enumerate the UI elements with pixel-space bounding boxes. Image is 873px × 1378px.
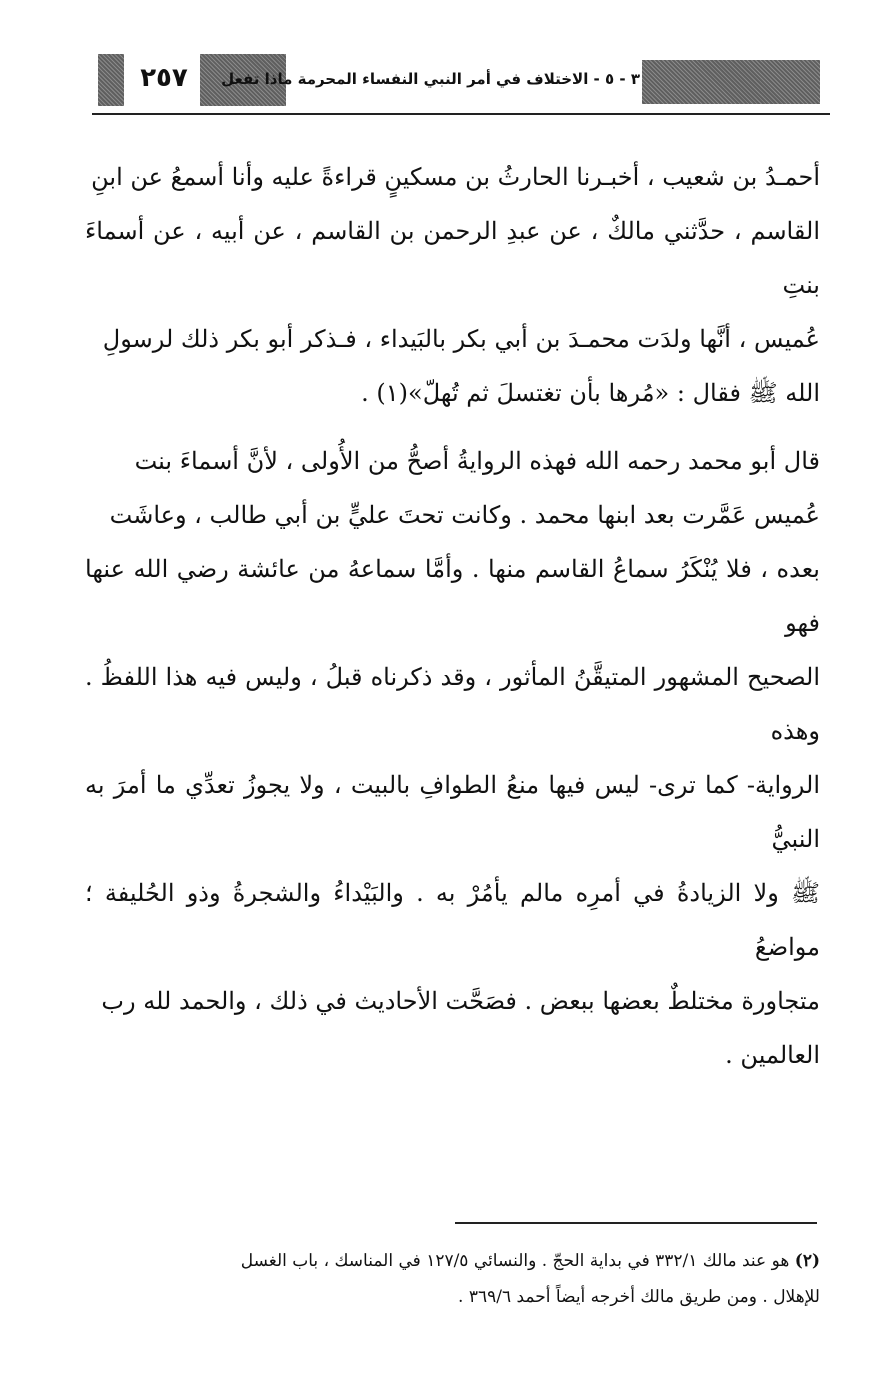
text-line: عُميس ، أنَّها ولدَت محمـدَ بن أبي بكر بالبَيداء ، فـذكر أبو بكر ذلك لرسولِ (102, 325, 820, 353)
header-ornament-left (98, 54, 124, 106)
paragraph-hadith-chain (85, 150, 820, 420)
footnote-text: هو عند مالك ٣٣٢/١ في بداية الحجّ . والنسائي ١٢٧/٥ في المناسك ، باب الغسل (240, 1251, 790, 1271)
main-text (85, 150, 820, 1082)
page-header (92, 48, 830, 110)
text-line: متجاورة مختلطٌ بعضها ببعض . فصَحَّت الأحاديث في ذلك ، والحمد لله رب (101, 987, 820, 1015)
text-line: أحمـدُ بن شعيب ، أخبـرنا الحارثُ بن مسكينٍ قراءةً عليه وأنا أسمعُ عن ابنِ (91, 163, 820, 191)
footnotes (85, 1243, 820, 1315)
text-line: العالمين . (725, 1041, 820, 1069)
running-head: ٣ - ٥ - الاختلاف في أمر النبي النفساء المحرمة ماذا تفعل (221, 70, 640, 88)
text-line: عُميس عَمَّرت بعد ابنها محمد . وكانت تحتَ عليٍّ بن أبي طالب ، وعاشَت (109, 501, 820, 529)
footnote-number: (٢) (794, 1251, 820, 1271)
footnote-line (85, 1243, 820, 1279)
text-line: الصحيح المشهور المتيقَّنُ المأثور ، وقد ذكرناه قبلُ ، وليس فيه هذا اللفظُ . وهذه (85, 663, 820, 745)
text-line: بعده ، فلا يُنْكَرُ سماعُ القاسم منها . وأمَّا سماعهُ من عائشة رضي الله عنها فهو (85, 555, 820, 637)
footnote-line: للإهلال . ومن طريق مالك أخرجه أيضاً أحمد ٣٦٩/٦ . (458, 1287, 820, 1307)
paragraph-commentary (85, 434, 820, 1082)
page-number: ٢٥٧ (140, 63, 188, 93)
header-ornament-right (642, 60, 820, 104)
header-rule (92, 113, 830, 115)
text-line: الله ﷺ فقال : «مُرها بأن تغتسلَ ثم تُهلّ»(١) . (361, 379, 820, 407)
footnote-rule (455, 1222, 817, 1224)
text-line: القاسم ، حدَّثني مالكٌ ، عن عبدِ الرحمن بن القاسم ، عن أبيه ، عن أسماءَ بنتِ (85, 217, 820, 299)
text-line: ﷺ ولا الزيادةُ في أمرِه مالم يأمُرْ به . والبَيْداءُ والشجرةُ وذو الحُليفة ؛ مواضعُ (85, 879, 820, 961)
text-line: قال أبو محمد رحمه الله فهذه الروايةُ أصحُّ من الأُولى ، لأنَّ أسماءَ بنت (134, 447, 820, 475)
text-line: الرواية- كما ترى- ليس فيها منعُ الطوافِ بالبيت ، ولا يجوزُ تعدِّي ما أمرَ به النبيُّ (85, 771, 820, 853)
